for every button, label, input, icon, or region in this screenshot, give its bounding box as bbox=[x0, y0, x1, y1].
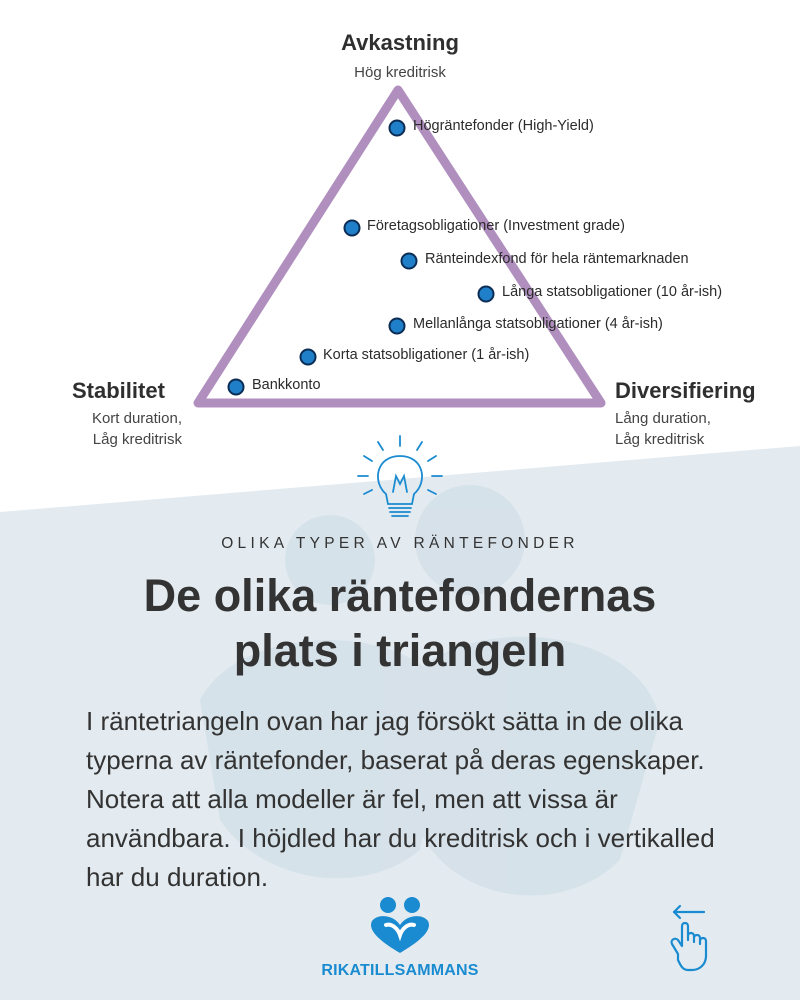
fund-dot-bank-account bbox=[229, 380, 244, 395]
corner-top-subtitle: Hög kreditrisk bbox=[354, 64, 446, 81]
headline-line1: De olika räntefondernas bbox=[143, 570, 657, 621]
fund-label-long-government: Långa statsobligationer (10 år-ish) bbox=[502, 284, 723, 300]
section-eyebrow: OLIKA TYPER AV RÄNTEFONDER bbox=[221, 535, 579, 552]
corner-left-title: Stabilitet bbox=[72, 378, 165, 403]
fund-dot-high-yield bbox=[390, 121, 405, 136]
fund-label-bank-account: Bankkonto bbox=[252, 377, 321, 393]
fund-label-high-yield: Högräntefonder (High-Yield) bbox=[413, 118, 594, 134]
corner-top-title: Avkastning bbox=[341, 30, 459, 55]
lightbulb-icon bbox=[350, 432, 450, 524]
fund-dot-short-government bbox=[301, 350, 316, 365]
brand-name: RIKATILLSAMMANS bbox=[321, 962, 479, 979]
fund-dot-corporate-bonds bbox=[345, 221, 360, 236]
fund-label-index-fund: Ränteindexfond för hela räntemarknaden bbox=[425, 251, 689, 267]
corner-left-sub-line2: Låg kreditrisk bbox=[92, 431, 182, 448]
fund-dot-medium-government bbox=[390, 319, 405, 334]
body-paragraph: I räntetriangeln ovan har jag försökt sätta in de olika typerna av räntefonder, baserat på deras egenskaper. Notera att alla modeller är fel, men att vissa är användbara. I höjdled har du kreditrisk och i vertikalled har du duration. bbox=[86, 706, 715, 892]
corner-right-subtitle bbox=[615, 408, 711, 450]
swipe-hand-icon[interactable] bbox=[660, 904, 722, 976]
corner-left-subtitle bbox=[72, 408, 182, 450]
rikatillsammans-logo bbox=[368, 895, 432, 957]
corner-right-title: Diversifiering bbox=[615, 378, 756, 403]
corner-left-sub-line1: Kort duration, bbox=[91, 410, 182, 427]
fund-label-medium-government: Mellanlånga statsobligationer (4 år-ish) bbox=[413, 316, 663, 332]
fund-label-short-government: Korta statsobligationer (1 år-ish) bbox=[323, 347, 530, 363]
corner-right-sub-line2: Låg kreditrisk bbox=[615, 431, 705, 448]
fund-dot-index-fund bbox=[402, 254, 417, 269]
page-headline bbox=[0, 568, 800, 678]
fund-label-corporate-bonds: Företagsobligationer (Investment grade) bbox=[367, 218, 625, 234]
headline-line2: plats i triangeln bbox=[233, 625, 567, 676]
corner-right-sub-line1: Lång duration, bbox=[615, 410, 711, 427]
fund-dot-long-government bbox=[479, 287, 494, 302]
